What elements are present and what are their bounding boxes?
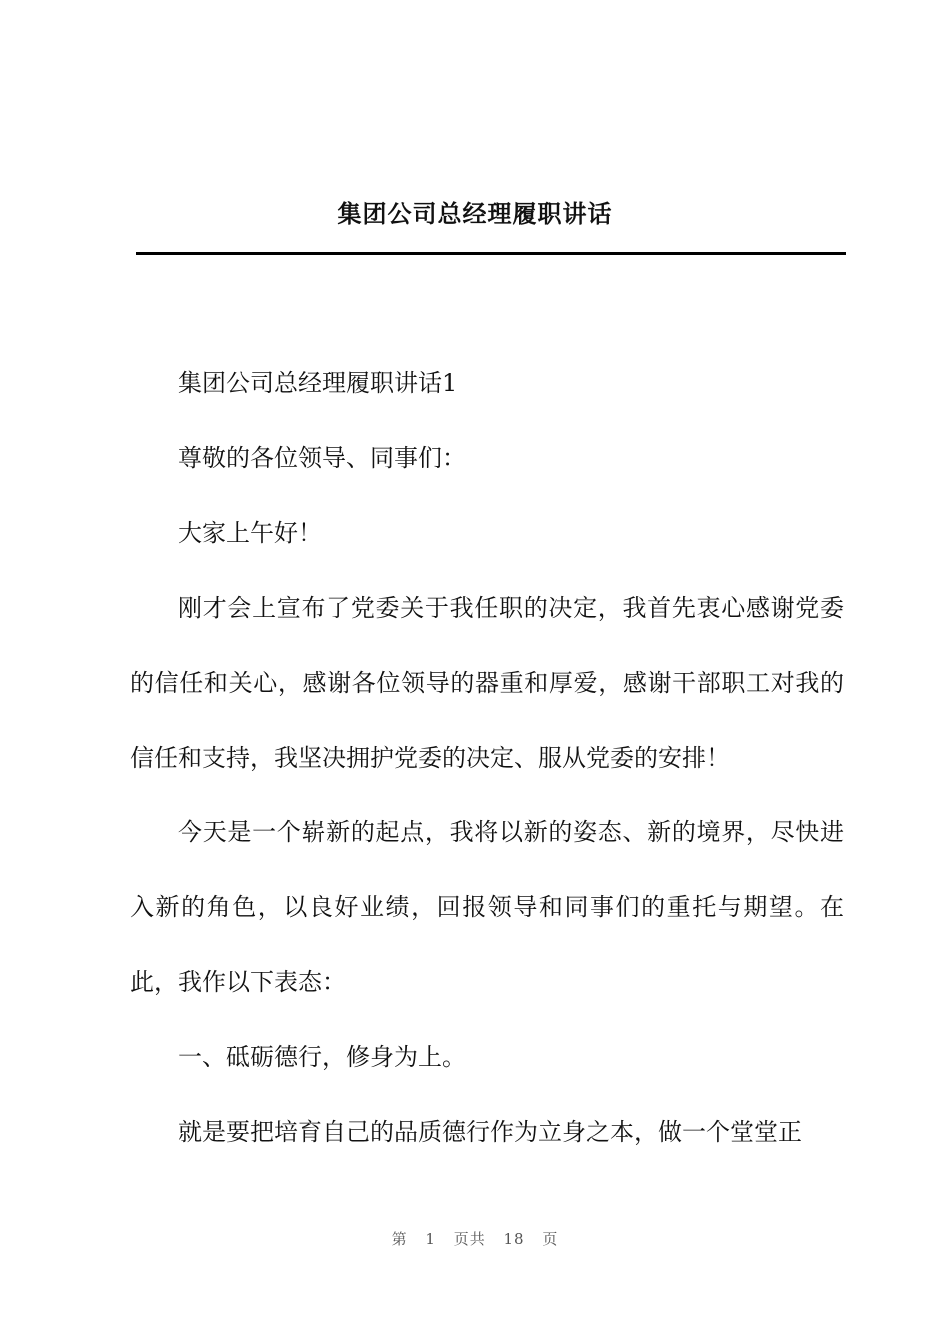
footer-label-page: 第 [391,1230,408,1248]
body-paragraph: 刚才会上宣布了党委关于我任职的决定，我首先衷心感谢党委的信任和关心，感谢各位领导的器重和厚爱，感谢干部职工对我的信任和支持，我坚决拥护党委的决定、服从党委的安排！ [130,593,844,772]
document-title: 集团公司总经理履职讲话 [337,200,613,228]
document-body [130,346,844,1170]
page-footer [0,1228,950,1250]
footer-current-page: 1 [425,1230,436,1248]
section-heading: 集团公司总经理履职讲话1 [178,369,458,397]
greeting: 大家上午好！ [178,518,322,547]
title-divider [136,252,846,255]
footer-total-pages: 18 [503,1230,525,1248]
footer-label-of: 页共 [453,1230,486,1248]
salutation: 尊敬的各位领导、同事们： [178,443,466,472]
point-heading: 一、砥砺德行，修身为上。 [178,1043,466,1072]
body-paragraph: 今天是一个崭新的起点，我将以新的姿态、新的境界，尽快进入新的角色，以良好业绩，回报领导和同事们的重托与期望。在此，我作以下表态： [130,818,844,997]
footer-label-end: 页 [542,1230,559,1248]
body-paragraph: 就是要把培育自己的品质德行作为立身之本，做一个堂堂正 [178,1118,802,1147]
